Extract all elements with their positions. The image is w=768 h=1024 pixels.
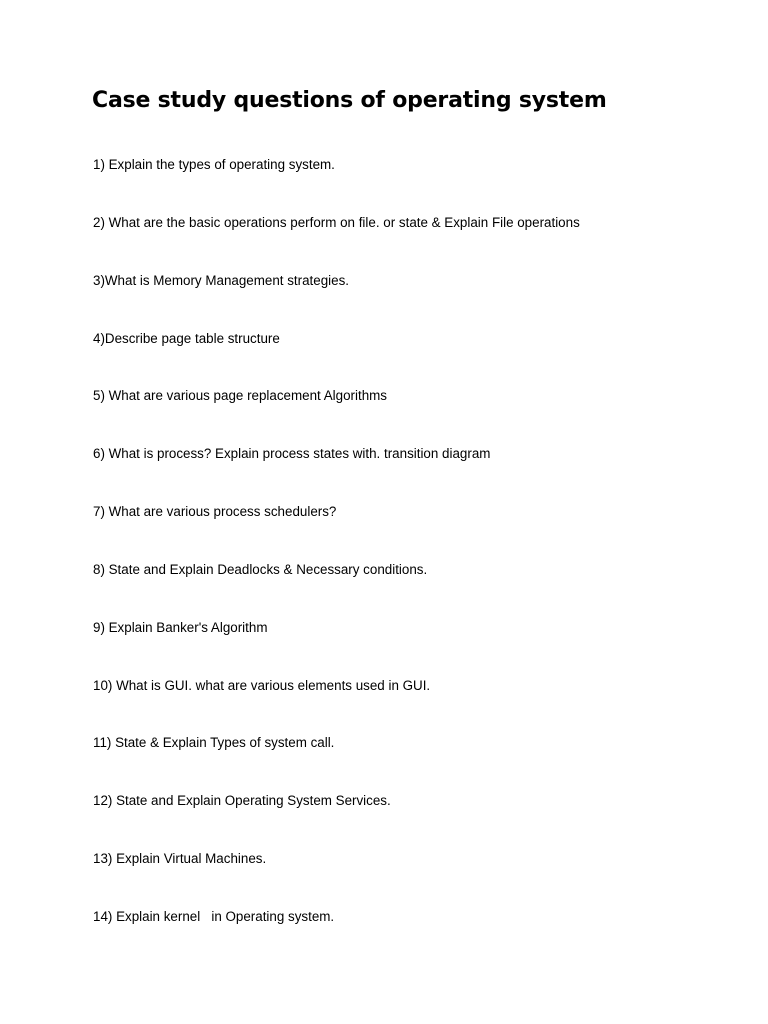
question-item: 8) State and Explain Deadlocks & Necessary conditions. — [93, 561, 428, 577]
question-list — [93, 156, 580, 966]
question-item: 11) State & Explain Types of system call. — [93, 735, 335, 751]
question-item: 10) What is GUI. what are various elements used in GUI. — [93, 677, 431, 693]
question-item: 5) What are various page replacement Algorithms — [93, 388, 387, 404]
question-item: 4)Describe page table structure — [93, 330, 280, 346]
question-item: 14) Explain kernel in Operating system. — [93, 908, 335, 924]
question-item: 2) What are the basic operations perform on file. or state & Explain File operations — [93, 214, 580, 230]
question-item: 6) What is process? Explain process states with. transition diagram — [93, 446, 491, 462]
question-item: 9) Explain Banker's Algorithm — [93, 619, 268, 635]
question-item: 13) Explain Virtual Machines. — [93, 851, 267, 867]
question-item: 3)What is Memory Management strategies. — [93, 272, 350, 288]
question-item: 12) State and Explain Operating System Services. — [93, 793, 391, 809]
question-item: 7) What are various process schedulers? — [93, 504, 337, 520]
question-item: 1) Explain the types of operating system. — [93, 157, 335, 172]
page-title: Case study questions of operating system — [92, 88, 607, 113]
